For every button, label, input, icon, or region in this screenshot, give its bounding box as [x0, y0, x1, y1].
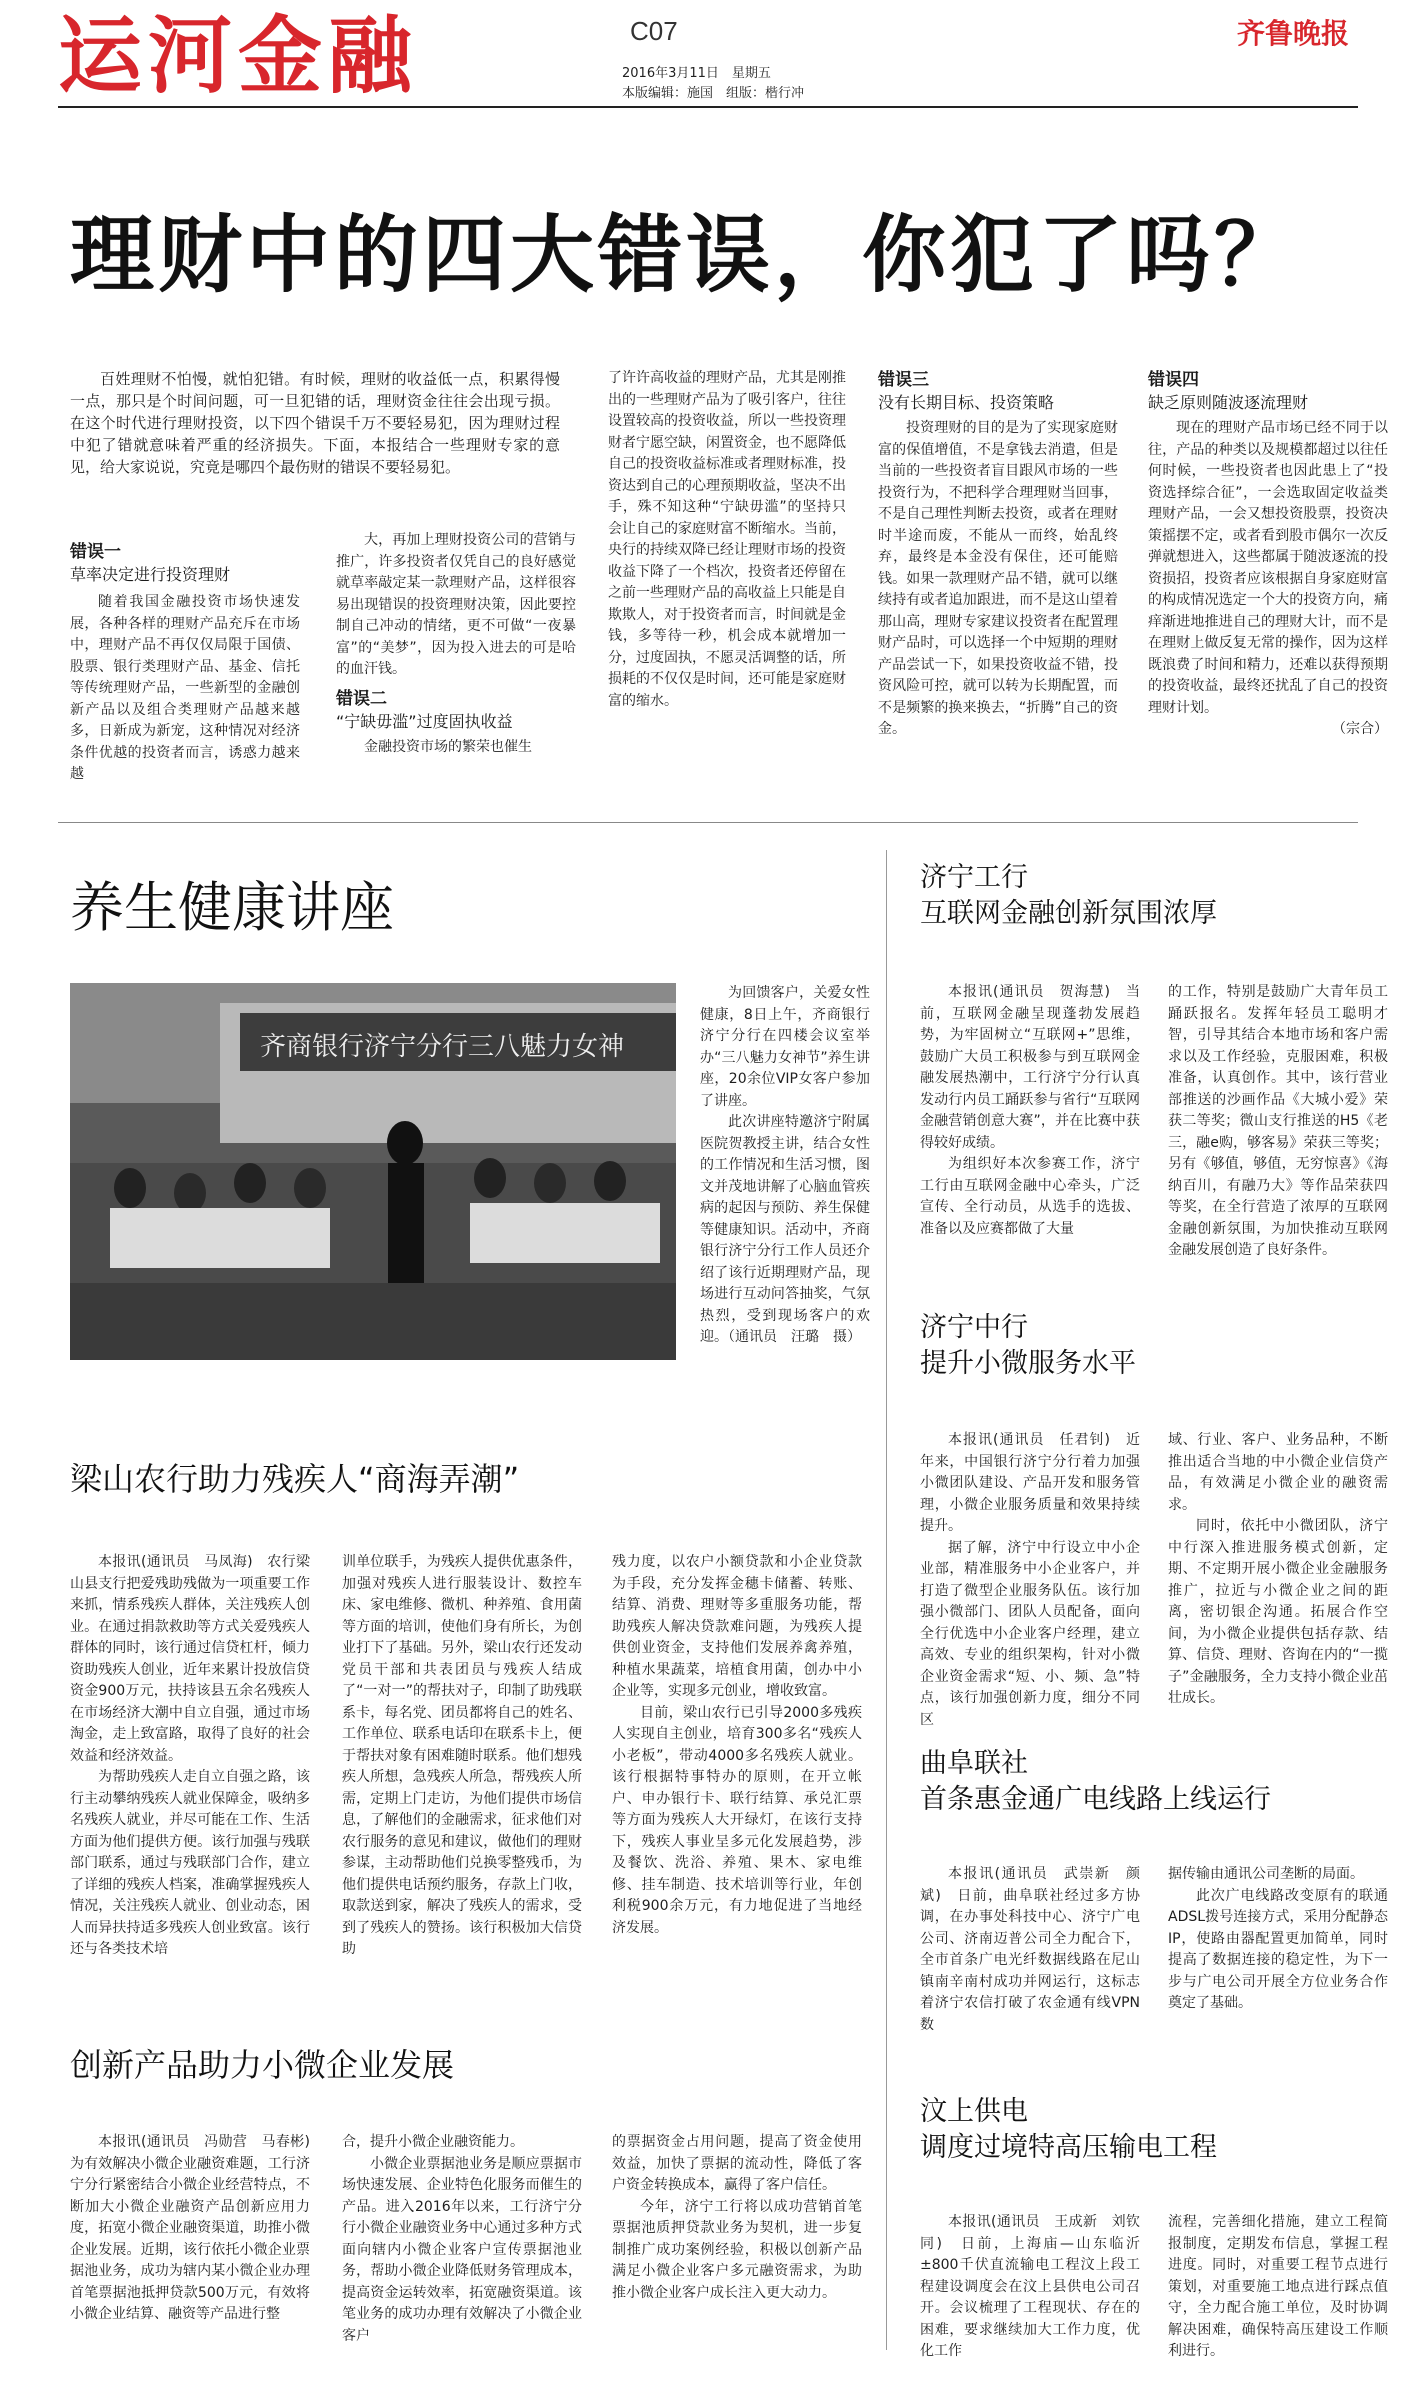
error1-text: 随着我国金融投资市场快速发展，各种各样的理财产品充斥在市场中，理财产品不再仅仅局限于国债、股票、银行类理财产品、基金、信托等传统理财产品，一些新型的金融创新产品以及组合类理财产品越来越多，日新成为新宠，这种情况对经济条件优越的投资者而言，诱惑力越来越 — [70, 594, 300, 782]
liangshan-col3 — [612, 1552, 862, 1939]
wenshang-col2: 流程，完善细化措施，建立工程简报制度，定期发布信息，掌握工程进度。同时，对重要工程节点进行策划，对重要施工地点进行踩点值守，全力配合施工单位，及时协调解决困难，确保特高压建设工作顺利进行。 — [1168, 2214, 1388, 2359]
liangshan-headline: 梁山农行助力残疾人“商海弄潮” — [70, 1460, 520, 1498]
icbc-para-1: 本报讯(通讯员 贺海慧) 当前，互联网金融呈现蓬勃发展趋势，为牢固树立“互联网+”思维，鼓励广大员工积极参与到互联网金融发展热潮中，工行济宁分行认真发动行内员工踊跃参与省行“互联网金融营销创意大赛”，并在比赛中获得较好成绩。 — [920, 984, 1140, 1151]
wenshang-unit: 汶上供电 — [920, 2096, 1028, 2127]
error4-title: 缺乏原则随波逐流理财 — [1148, 393, 1309, 412]
error2-label: 错误二 — [336, 688, 387, 709]
qufu-para-2: 据传输由通讯公司垄断的局面。 — [1168, 1866, 1364, 1882]
masthead-title: 运河金融 — [58, 7, 419, 105]
top-story-author: （宗合） — [1332, 721, 1388, 737]
error4-text: 现在的理财产品市场已经不同于以往，产品的种类以及规模都超过以往任何时候，一些投资者也因此患上了“投资选择综合征”，一会选取固定收益类理财产品，一会又想投资股票，投资决策摇摆不定，或者看到股市偶尔一次反弹就想进入，这些都属于随波逐流的投资损招，投资者应该根据自身家庭财富的构成情况选定一个大的投资方向，痛痒渐进地推进自己的理财大计，而不是在理财上做反复无常的操作，因为这样既浪费了时间和精力，还难以获得预期的投资收益，最终还扰乱了自己的投资理财计划。 — [1148, 420, 1388, 716]
error1-title: 草率决定进行投资理财 — [70, 565, 231, 584]
health-lecture-text-2: 此次讲座特邀济宁附属医院贺教授主讲，结合女性的工作情况和生活习惯，图文并茂地讲解了心脑血管疾病的起因与预防、养生保健等健康知识。活动中，齐商银行济宁分行工作人员还介绍了该行近期理财产品，现场进行互动问答抽奖，气氛热烈，受到现场客户的欢迎。（通讯员 汪璐 摄） — [700, 1114, 870, 1345]
qufu-heading — [920, 1746, 1271, 1818]
innovation-col3 — [612, 2132, 862, 2304]
newspaper-brand: 齐鲁晚报 — [1236, 17, 1349, 50]
health-lecture-photo — [70, 983, 676, 1360]
error3-label: 错误三 — [878, 370, 929, 390]
icbc-headline: 互联网金融创新氛围浓厚 — [920, 898, 1217, 929]
qufu-unit: 曲阜联社 — [920, 1748, 1028, 1779]
editor-line: 本版编辑：施国 组版：楷行冲 — [622, 86, 805, 101]
liangshan-para-2: 为帮助残疾人走自立自强之路，该行主动攀纳残疾人就业保障金，吸纳多名残疾人就业，并尽可能在工作、生活方面为他们提供方便。该行加强与残联部门联系，通过与残联部门合作，建立了详细的残疾人档案，准确掌握残疾人情况，关注残疾人就业、创业动态，困人而异扶持适多残疾人创业致富。该行还与各类技术培 — [70, 1769, 310, 1957]
wenshang-heading — [920, 2094, 1217, 2166]
liangshan-para-1: 本报讯(通讯员 马凤海) 农行梁山县支行把爱残助残做为一项重要工作来抓，情系残疾人群体，关注残疾人创业。在通过捐款救助等方式关爱残疾人群体的同时，该行通过信贷杠杆，倾力资助残疾人创业，近年来累计投放信贷资金900万元，扶持该县五余名残疾人在市场经济大潮中自立自强，通过市场淘金，走上致富路，取得了良好的社会效益和经济效益。 — [70, 1554, 310, 1764]
error3-block — [878, 368, 1118, 741]
icbc-heading — [920, 860, 1217, 932]
top-story-intro: 百姓理财不怕慢，就怕犯错。有时候，理财的收益低一点，积累得慢一点，那只是个时间问题，可一旦犯错的话，理财资金往往会出现亏损。在这个时代进行理财投资，以下四个错误千万不要轻易犯，因为理财过程中犯了错就意味着严重的经济损失。下面，本报结合一些理财专家的意见，给大家说说，究竟是哪四个最伤财的错误不要轻易犯。 — [70, 370, 560, 476]
innovation-para-3: 小微企业票据池业务是顺应票据市场快速发展、企业特色化服务而催生的产品。进入2016年以来，工行济宁分行小微企业融资业务中心通过多种方式面向辖内小微企业客户宣传票据池业务，帮助小微企业降低财务管理成本，提高资金运转效率，拓宽融资渠道。该笔业务的成功办理有效解决了小微企业客户 — [342, 2155, 582, 2344]
error2-title: “宁缺毋滥”过度固执收益 — [336, 711, 513, 731]
boc-col1 — [920, 1430, 1140, 1731]
photo-banner-text: 齐商银行济宁分行三八魅力女神 — [260, 1032, 625, 1062]
qufu-col1: 本报讯(通讯员 武崇新 颜斌) 日前，曲阜联社经过多方协调，在办事处科技中心、济宁广电公司、济南迈普公司全力配合下，全市首条广电光纤数据线路在尼山镇南辛南村成功并网运行，这标志着济宁农信打破了农金通有线VPN数 — [920, 1866, 1140, 2033]
health-lecture-text-block — [700, 983, 870, 1349]
wenshang-col1: 本报讯(通讯员 王成新 刘钦同) 日前，上海庙—山东临沂±800千伏直流输电工程汶上段工程建设调度会在汶上县供电公司召开。会议梳理了工程现状、存在的困难，要求继续加大工作力度，优化工作 — [920, 2214, 1140, 2359]
health-lecture-headline: 养生健康讲座 — [70, 876, 394, 939]
error3-text: 投资理财的目的是为了实现家庭财富的保值增值，不是拿钱去消遣，但是当前的一些投资者盲目跟风市场的一些投资行为，不把科学合理理财当回事，不是自己理性判断去投资，或者在理财时半途而废，不能从一而终，始乱终弃，最终是本金没有保住，还可能赔钱。如果一款理财产品不错，就可以继续持有或者追加跟进，而不是这山望着那山高，理财专家建议投资者在配置理财产品时，可以选择一个中短期的理财产品尝试一下，如果投资收益不错，投资风险可控，就可以转为长期配置，而不是频繁的换来换去，“折腾”自己的资金。 — [878, 420, 1118, 737]
boc-para-4: 同时，依托中小微团队，济宁中行深入推进服务模式创新，定期、不定期开展小微企业金融服务推广，拉近与小微企业之间的距离，密切银企沟通。拓展合作空间，为小微企业提供包括存款、结算、信贷、理财、咨询在内的“一揽子”金融服务，全力支持小微企业茁壮成长。 — [1168, 1518, 1388, 1706]
boc-unit: 济宁中行 — [920, 1312, 1028, 1343]
error4-label: 错误四 — [1148, 370, 1199, 390]
icbc-col2: 的工作，特别是鼓励广大青年员工踊跃报名。发挥年轻员工聪明才智，引导其结合本地市场和客户需求以及工作经验，克服困难，积极准备，认真创作。其中，该行营业部推送的沙画作品《大城小爱》荣获二等奖；微山支行推送的H5《老三，融e购，够客易》荣获三等奖；另有《够值，够值，无穷惊喜》《海纳百川，有融乃大》等作品荣获四等奖，在全行营造了浓厚的互联网金融创新氛围，为加快推动互联网金融发展创造了良好条件。 — [1168, 984, 1388, 1258]
masthead-meta — [622, 64, 804, 104]
masthead-rule — [58, 106, 1358, 108]
innovation-col1: 本报讯(通讯员 冯勋营 马春彬) 为有效解决小微企业融资难题，工行济宁分行紧密结合小微企业经营特点，不断加大小微企业融资产品创新应用力度，拓宽小微企业融资渠道，助推小微企业发展。近期，该行依托小微企业票据池业务，成功为辖内某小微企业办理首笔票据池抵押贷款500万元，有效将小微企业结算、融资等产品进行整 — [70, 2134, 324, 2322]
innovation-para-4: 的票据资金占用问题，提高了资金使用效益，加快了票据的流动性，降低了客户资金转换成本，赢得了客户信任。 — [612, 2134, 862, 2193]
icbc-unit: 济宁工行 — [920, 862, 1028, 893]
boc-para-1: 本报讯(通讯员 任君钊) 近年来，中国银行济宁分行着力加强小微团队建设、产品开发和服务管理，小微企业服务质量和效果持续提升。 — [920, 1432, 1140, 1534]
icbc-col1 — [920, 982, 1140, 1240]
boc-headline: 提升小微服务水平 — [920, 1348, 1136, 1379]
error1-label: 错误一 — [70, 542, 121, 562]
top-story-headline: 理财中的四大错误，你犯了吗？ — [70, 206, 1303, 304]
liangshan-para-3: 残力度，以农户小额贷款和小企业贷款为手段，充分发挥金穗卡储蓄、转账、结算、消费、理财等多重服务功能，帮助残疾人解决贷款难问题，为残疾人提供创业资金，支持他们发展养禽养殖，种植水果蔬菜，培植食用菌，创办中小企业等，实现多元创业，增收致富。 — [612, 1554, 862, 1699]
qufu-headline: 首条惠金通广电线路上线运行 — [920, 1784, 1271, 1815]
boc-col2 — [1168, 1430, 1388, 1710]
error3-title: 没有长期目标、投资策略 — [878, 393, 1055, 412]
innovation-para-2: 合，提升小微企业融资能力。 — [342, 2134, 524, 2150]
error4-block — [1148, 368, 1388, 739]
health-lecture-text: 为回馈客户，关爱女性健康，8日上午，齐商银行济宁分行在四楼会议室举办“三八魅力女神节”养生讲座，20余位VIP女客户参加了讲座。 — [700, 985, 870, 1109]
error1-text-continued: 大，再加上理财投资公司的营销与推广，许多投资者仅凭自己的良好感觉就草率敲定某一款理财产品，这样很容易出现错误的投资理财决策，因此要控制自己冲动的情绪，更不可做“一夜暴富”的“美梦”，因为投入进去的可是哈的血汗钱。 — [336, 532, 576, 677]
liangshan-para-4: 目前，梁山农行已引导2000多残疾人实现自主创业，培育300多名“残疾人小老板”，带动4000多名残疾人就业。该行根据特事特办的原则，在开立帐户、申办银行卡、联行结算、承兑汇票等方面为残疾人大开绿灯，在该行支持下，残疾人事业呈多元化发展趋势，涉及餐饮、洗浴、养殖、果木、家电维修、挂车制造、技术培训等行业，年创利税900余万元，有力地促进了当地经济发展。 — [612, 1704, 862, 1936]
qufu-para-3: 此次广电线路改变原有的联通ADSL拨号连接方式，采用分配静态IP，使路由器配置更加简单，同时提高了数据连接的稳定性，为下一步与广电公司开展全方位业务合作奠定了基础。 — [1168, 1887, 1388, 2011]
wenshang-headline: 调度过境特高压输电工程 — [920, 2132, 1217, 2163]
col2-block — [336, 530, 576, 758]
section-divider-1 — [58, 822, 1358, 823]
date-line: 2016年3月11日 星期五 — [622, 66, 771, 81]
icbc-para-2: 为组织好本次参赛工作，济宁工行由互联网金融中心牵头，广泛宣传、全行动员，从选手的选拔、准备以及应赛都做了大量 — [920, 1156, 1140, 1237]
innovation-col2 — [342, 2132, 582, 2347]
boc-heading — [920, 1310, 1136, 1382]
right-column-divider — [886, 850, 887, 2350]
boc-para-3: 域、行业、客户、业务品种，不断推出适合当地的中小微企业信贷产品，有效满足小微企业的融资需求。 — [1168, 1432, 1388, 1513]
liangshan-col1 — [70, 1552, 310, 1961]
error2-text: 金融投资市场的繁荣也催生 — [364, 738, 532, 755]
boc-para-2: 据了解，济宁中行设立中小企业部，精准服务中小企业客户，并打造了微型企业服务队伍。该行加强小微部门、团队人员配备，面向全行优选中小企业客户经理，建立高效、专业的组织架构，针对小微企业资金需求“短、小、频、急”特点，该行加强创新力度，细分不同区 — [920, 1539, 1140, 1728]
innovation-para-5: 今年，济宁工行将以成功营销首笔票据池质押贷款业务为契机，进一步复制推广成功案例经验，积极以创新产品满足小微企业客户多元融资需求，为助推小微企业客户成长注入更大动力。 — [612, 2198, 862, 2301]
page-code: C07 — [630, 16, 678, 46]
innovation-headline: 创新产品助力小微企业发展 — [70, 2046, 455, 2084]
error1-block — [70, 540, 300, 786]
qufu-col2 — [1168, 1864, 1388, 2015]
lecture-photo-scene — [70, 983, 676, 1360]
error2-text-continued: 了许许高收益的理财产品，尤其是刚推出的一些理财产品为了吸引客户，往往设置较高的投资收益，所以一些投资理财者宁愿空缺，闲置资金，也不愿降低自己的投资收益标准或者理财标准，投资达到自己的心理预期收益，坚决不出手，殊不知这种“宁缺毋滥”的坚持只会让自己的家庭财富不断缩水。当前，央行的持续双降已经让理财市场的投资收益下降了一个档次，投资者还停留在之前一些理财产品的高收益上只能是自欺欺人，对于投资者而言，时间就是金钱，多等待一秒，机会成本就增加一分，过度固执，不愿灵活调整的话，所损耗的不仅仅是时间，还可能是家庭财富的缩水。 — [608, 370, 846, 709]
liangshan-col2: 训单位联手，为残疾人提供优惠条件，加强对残疾人进行服装设计、数控车床、家电维修、微机、种养殖、食用菌等方面的培训，使他们身有所长，为创业打下了基础。另外，梁山农行还发动党员干部和共表团员与残疾人结成了“一对一”的帮扶对子，印制了助残联系卡，每名党、团员都将自己的姓名、工作单位、联系电话印在联系卡上，便于帮扶对象有困难随时联系。他们想残疾人所想，急残疾人所急，帮残疾人所需，定期上门走访，为他们提供市场信息，了解他们的金融需求，征求他们对农行服务的意见和建议，做他们的理财参谋，主动帮助他们兑换零整残币，为他们提供电话预约服务，存款上门收，取款送到家，解决了残疾人的需求，受到了残疾人的赞扬。该行积极加大信贷助 — [342, 1554, 582, 1957]
